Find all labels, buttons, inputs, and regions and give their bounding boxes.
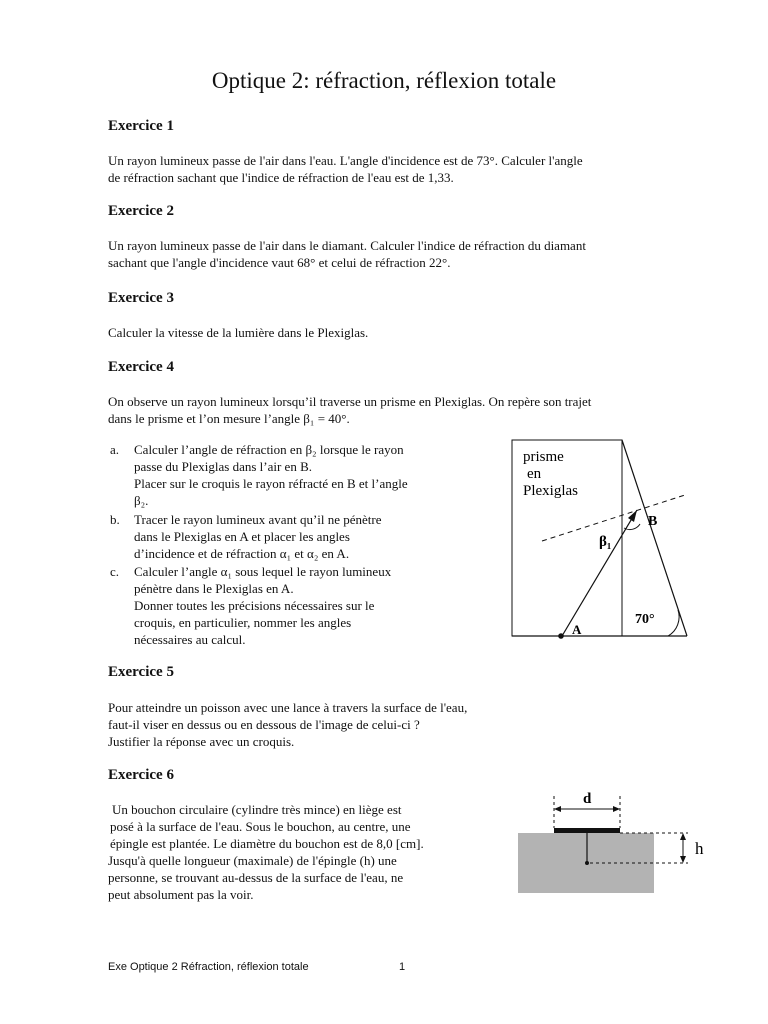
pin-head (585, 861, 589, 865)
exercise-4-item-b (110, 511, 470, 563)
list-item-line: pénètre dans le Plexiglas en A. (134, 581, 294, 596)
list-item-line: Calculer l’angle de réfraction en β₂ lorsque le rayon (134, 442, 404, 457)
ray-arrow-icon (628, 510, 637, 522)
page-number: 1 (399, 961, 406, 973)
h-label: h (695, 839, 704, 858)
h-arrow-up-icon (680, 833, 686, 840)
cork-figure (514, 786, 714, 898)
figure-label-prisme: prisme (523, 449, 564, 465)
d-label: d (583, 791, 592, 807)
beta-label: β₁ (599, 534, 612, 550)
d-arrow-right-icon (613, 806, 620, 812)
footer-text: Exe Optique 2 Réfraction, réflexion totale (108, 961, 309, 973)
cork-disc (554, 828, 620, 833)
list-marker: b. (110, 512, 120, 527)
exercise-6-line: posé à la surface de l'eau. Sous le bouchon, au centre, une (110, 819, 411, 834)
exercise-3-line: Calculer la vitesse de la lumière dans le Plexiglas. (108, 325, 369, 340)
exercise-5-text (108, 699, 698, 750)
list-item-text (134, 441, 469, 509)
list-item-line: Tracer le rayon lumineux avant qu’il ne pénètre (134, 512, 382, 527)
exercise-6-heading: Exercice 6 (108, 767, 174, 783)
page-title: Optique 2: réfraction, réflexion totale (211, 68, 557, 93)
exercise-4-heading: Exercice 4 (108, 359, 174, 375)
exercise-4-line: dans le prisme et l’on mesure l’angle β₁ = 40°. (108, 411, 350, 426)
exercise-4-line: On observe un rayon lumineux lorsqu’il traverse un prisme en Plexiglas. On repère son trajet (108, 394, 592, 409)
exercise-6-line: peut absolument pas la voir. (108, 887, 254, 902)
exercise-6-line: épingle est plantée. Le diamètre du bouchon est de 8,0 [cm]. (110, 836, 424, 851)
base-angle-arc (668, 610, 679, 636)
figure-label-plexiglas: Plexiglas (523, 483, 578, 499)
prism-figure (510, 438, 695, 643)
list-item-line: Placer sur le croquis le rayon réfracté en B et l’angle (134, 476, 408, 491)
exercise-6-line: Un bouchon circulaire (cylindre très mince) en liège est (112, 802, 402, 817)
point-b-label: B (648, 514, 658, 529)
list-item-line: croquis, en particulier, nommer les angles (134, 615, 352, 630)
normal-dashed-line (542, 495, 685, 541)
list-item-line: passe du Plexiglas dans l’air en B. (134, 459, 312, 474)
exercise-5-line: faut-il viser en dessus ou en dessous de l'image de celui-ci ? (108, 717, 420, 732)
exercise-3-text (108, 324, 698, 341)
point-a-label: A (572, 622, 582, 637)
list-item-line: Calculer l’angle α₁ sous lequel le rayon lumineux (134, 564, 392, 579)
prism-side (622, 440, 687, 636)
list-marker: c. (110, 564, 120, 579)
exercise-2-heading: Exercice 2 (108, 203, 174, 219)
exercise-3-heading: Exercice 3 (108, 290, 174, 306)
exercise-1-line: de réfraction sachant que l'indice de réfraction de l'eau est de 1,33. (108, 170, 454, 185)
exercise-2-line: Un rayon lumineux passe de l'air dans le diamant. Calculer l'indice de réfraction du diamant (108, 238, 586, 253)
exercise-4-item-a (110, 441, 470, 511)
list-item-line: β₂. (134, 493, 149, 508)
exercise-5-heading: Exercice 5 (108, 664, 174, 680)
exercise-4-intro (108, 393, 698, 427)
exercise-1-line: Un rayon lumineux passe de l'air dans l'eau. L'angle d'incidence est de 73°. Calculer l'angle (108, 153, 583, 168)
list-marker: a. (110, 442, 120, 457)
list-item-text (134, 511, 469, 562)
figure-label-en: en (527, 466, 542, 482)
d-arrow-left-icon (554, 806, 561, 812)
point-a-dot (558, 633, 564, 639)
exercise-1-heading: Exercice 1 (108, 118, 174, 134)
exercise-5-line: Pour atteindre un poisson avec une lance à travers la surface de l'eau, (108, 700, 468, 715)
exercise-4-item-c (110, 563, 470, 649)
angle-70-label: 70° (635, 612, 655, 627)
exercise-6-line: personne, se trouvant au-dessus de la surface de l'eau, ne (108, 870, 404, 885)
exercise-2-text (108, 237, 698, 271)
exercise-1-text (108, 152, 698, 186)
exercise-6-text (108, 801, 478, 903)
list-item-line: nécessaires au calcul. (134, 632, 246, 647)
list-item-text (134, 563, 469, 648)
list-item-line: d’incidence et de réfraction α₁ et α₂ en A. (134, 546, 350, 561)
exercise-2-line: sachant que l'angle d'incidence vaut 68° et celui de réfraction 22°. (108, 255, 451, 270)
list-item-line: Donner toutes les précisions nécessaires sur le (134, 598, 375, 613)
exercise-5-line: Justifier la réponse avec un croquis. (108, 734, 295, 749)
list-item-line: dans le Plexiglas en A et placer les angles (134, 529, 350, 544)
h-arrow-down-icon (680, 856, 686, 863)
exercise-6-line: Jusqu'à quelle longueur (maximale) de l'épingle (h) une (108, 853, 397, 868)
